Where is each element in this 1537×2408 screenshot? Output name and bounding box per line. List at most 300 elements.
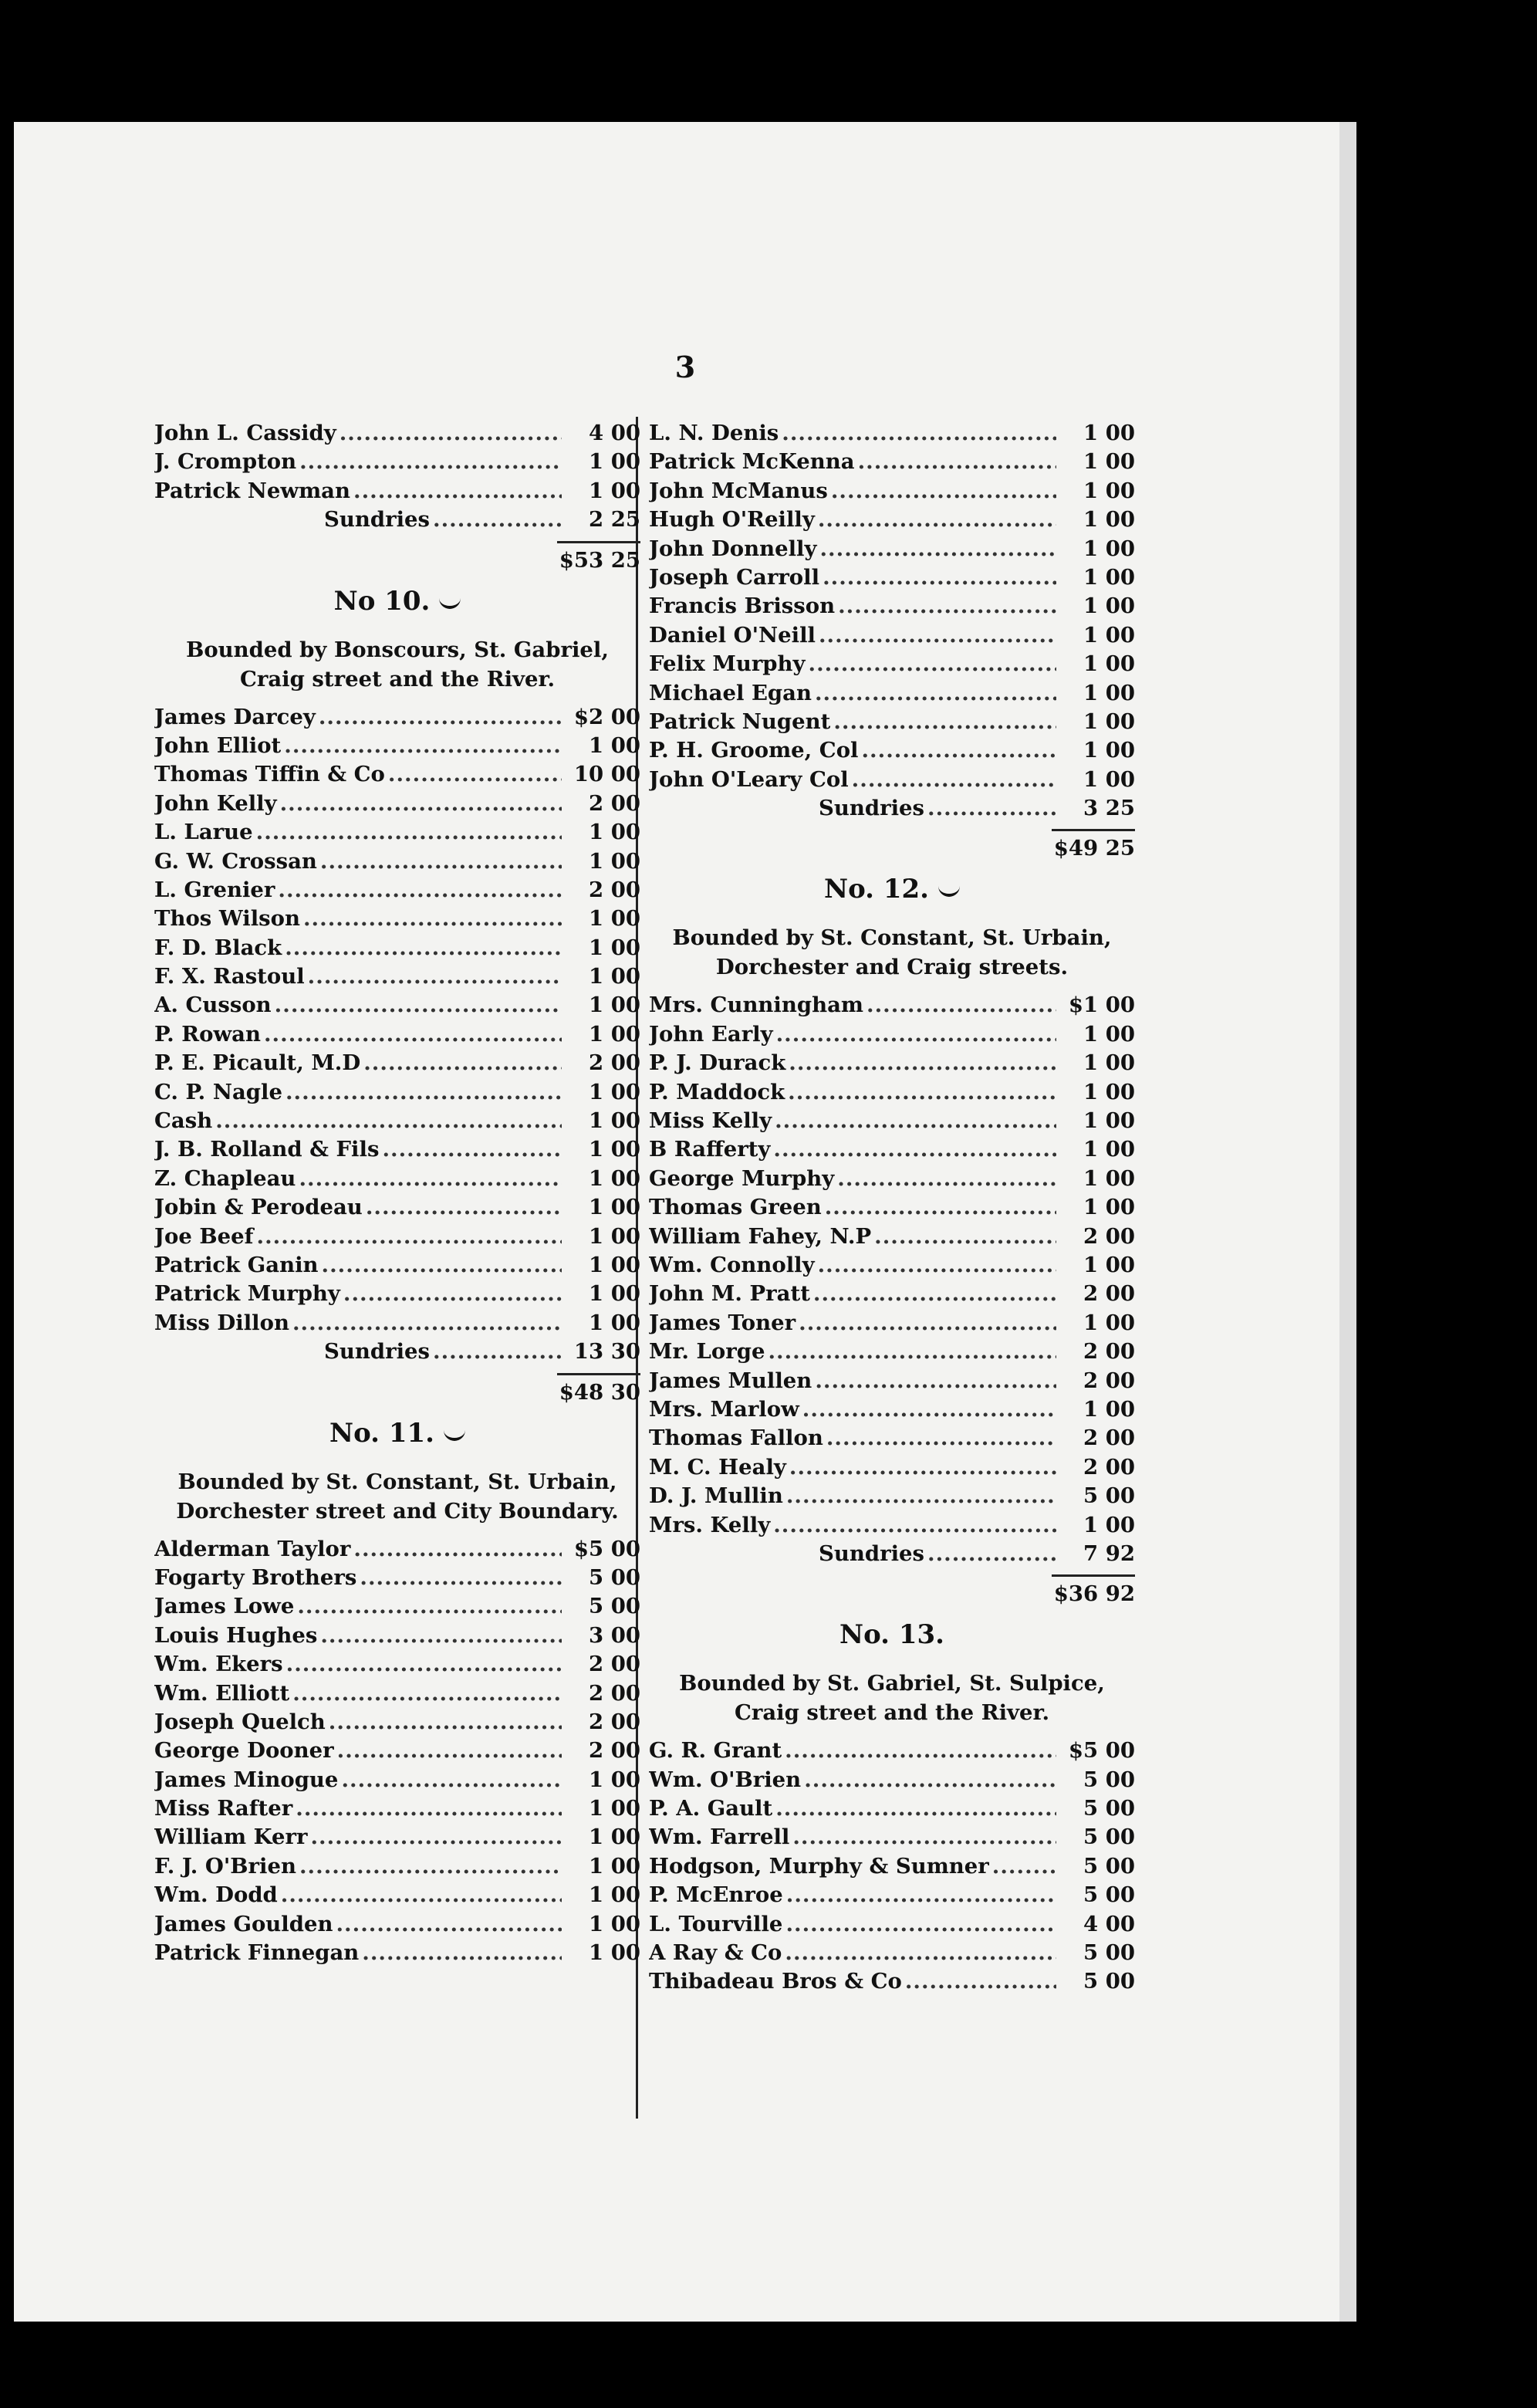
dot-leader [275, 991, 562, 1020]
entry-amount: 1 00 [589, 1021, 640, 1047]
entry-name: Fogarty Brothers [154, 1564, 357, 1590]
dot-leader [825, 1193, 1056, 1222]
entry-amount: 2 25 [589, 507, 640, 533]
right-carryover-list [649, 419, 1135, 823]
dot-leader [366, 1193, 562, 1222]
entry-amount: 5 00 [589, 1564, 640, 1590]
ledger-row [154, 876, 640, 905]
ledger-row [649, 1766, 1135, 1794]
entry-amount: 1 00 [589, 1911, 640, 1936]
ledger-row [649, 1453, 1135, 1482]
ledger-row [154, 1708, 640, 1737]
entry-amount: 1 00 [1083, 651, 1135, 677]
entry-amount: 3 25 [1083, 796, 1135, 821]
ledger-row [649, 736, 1135, 765]
entry-amount: 1 00 [589, 964, 640, 989]
dot-leader [278, 876, 562, 905]
entry-name: Patrick McKenna [649, 449, 855, 475]
ledger-row [649, 1107, 1135, 1135]
entry-name: Patrick Newman [154, 478, 350, 503]
entry-amount: 2 00 [1083, 1454, 1135, 1480]
entry-name: John M. Pratt [649, 1281, 810, 1307]
entry-name: William Fahey, N.P [649, 1223, 872, 1249]
entry-name: Louis Hughes [154, 1622, 318, 1648]
ledger-row [154, 1223, 640, 1251]
ledger-row [649, 1424, 1135, 1453]
entry-name: Daniel O'Neill [649, 622, 816, 648]
dot-leader [773, 1511, 1056, 1540]
dot-leader [286, 1650, 562, 1679]
entry-name: Patrick Nugent [649, 709, 831, 734]
dot-leader [819, 535, 1056, 563]
entry-name: Joe Beef [154, 1223, 254, 1249]
entry-amount: 1 00 [589, 848, 640, 874]
ledger-row [649, 1049, 1135, 1077]
dot-leader [786, 1881, 1056, 1909]
section-description-no-13: Bounded by St. Gabriel, St. Sulpice, Craig street and the River. [679, 1671, 1105, 1726]
entry-amount: 1 00 [1083, 1021, 1135, 1047]
entry-amount: $1 00 [1068, 993, 1135, 1018]
dot-leader [809, 650, 1056, 678]
section-description-no-11: Bounded by St. Constant, St. Urbain, Dorchester street and City Boundary. [176, 1469, 619, 1524]
ledger-row [154, 1794, 640, 1823]
dot-leader [789, 1049, 1056, 1077]
section-title-no-10: No 10. [154, 580, 640, 623]
entry-amount: 1 00 [1083, 766, 1135, 792]
entry-name: James Minogue [154, 1767, 339, 1792]
entry-name: Mrs. Cunningham [649, 993, 864, 1018]
dot-leader [815, 1367, 1056, 1395]
dot-leader [861, 736, 1056, 765]
ledger-row [154, 905, 640, 933]
ledger-row [649, 1280, 1135, 1308]
entry-name: A. Cusson [154, 993, 272, 1018]
ledger-row [154, 1078, 640, 1107]
entry-name: P. McEnroe [649, 1882, 783, 1908]
dot-leader [256, 818, 562, 847]
ledger-row [154, 1251, 640, 1280]
entry-amount: 2 00 [1083, 1281, 1135, 1307]
ledger-row [154, 1679, 640, 1708]
ledger-row [154, 732, 640, 760]
ledger-row [649, 679, 1135, 708]
entry-amount: 1 00 [589, 1252, 640, 1277]
entry-name: John L. Cassidy [154, 421, 336, 445]
ledger-row [649, 506, 1135, 534]
entry-amount: 4 00 [589, 421, 640, 445]
ledger-row [154, 1737, 640, 1765]
check-mark-icon [444, 1429, 465, 1441]
entry-amount: 1 00 [589, 1223, 640, 1249]
section-title-no-11: No. 11. [154, 1412, 640, 1455]
dot-leader [776, 1020, 1056, 1049]
dot-leader [804, 1766, 1056, 1794]
entry-name: James Goulden [154, 1911, 333, 1936]
entry-name: Joseph Carroll [649, 564, 820, 590]
entry-name: Francis Brisson [649, 594, 836, 619]
section-10-entries [154, 703, 640, 1338]
ledger-row [649, 563, 1135, 592]
ledger-row [649, 1367, 1135, 1395]
entry-name: Joseph Quelch [154, 1709, 326, 1734]
dot-leader [858, 448, 1056, 476]
dot-leader [310, 1823, 562, 1852]
sundries-row [154, 506, 640, 534]
entry-name: James Toner [649, 1310, 796, 1335]
ledger-row [154, 991, 640, 1020]
entry-amount: 1 00 [1083, 564, 1135, 590]
entry-name: L. Larue [154, 820, 253, 845]
dot-leader [823, 563, 1056, 592]
entry-name: Wm. Dodd [154, 1882, 278, 1908]
entry-name: Thos Wilson [154, 906, 300, 932]
ledger-row [649, 1852, 1135, 1881]
entry-name: P. A. Gault [649, 1796, 773, 1821]
entry-amount: 2 00 [589, 1738, 640, 1764]
section-description-no-12: Bounded by St. Constant, St. Urbain, Dorchester and Craig streets. [672, 925, 1112, 980]
entry-name: Wm. Connolly [649, 1252, 815, 1277]
ledger-row [649, 708, 1135, 736]
ledger-row [649, 766, 1135, 794]
ledger-row [649, 1020, 1135, 1049]
entry-name: George Murphy [649, 1165, 835, 1191]
dot-leader [296, 1794, 562, 1823]
entry-name: Jobin & Perodeau [154, 1195, 363, 1220]
sundries-row: Sundries ..... 13 30 [154, 1338, 640, 1366]
entry-name: P. J. Durack [649, 1050, 786, 1076]
entry-amount: 1 00 [589, 1796, 640, 1821]
entry-amount: 1 00 [1083, 1165, 1135, 1191]
entry-name: J. B. Rolland & Fils [154, 1137, 380, 1162]
dot-leader [215, 1107, 562, 1135]
ledger-row [649, 1910, 1135, 1939]
dot-leader [833, 708, 1056, 736]
entry-name: James Darcey [154, 704, 316, 729]
entry-name: John McManus [649, 478, 828, 503]
ledger-row [154, 1049, 640, 1077]
entry-name: L. N. Denis [649, 421, 779, 445]
ledger-row [154, 760, 640, 789]
left-column [154, 419, 640, 1967]
entry-amount: 2 00 [1083, 1368, 1135, 1393]
ledger-row [154, 1280, 640, 1308]
entry-name: Thibadeau Bros & Co [649, 1969, 902, 1994]
dot-leader [353, 1535, 562, 1564]
ledger-row [154, 419, 640, 448]
entry-name: J. Crompton [154, 449, 297, 475]
entry-amount: 2 00 [589, 1709, 640, 1734]
section-11-entries [154, 1535, 640, 1968]
ledger-row [154, 477, 640, 506]
dot-leader [362, 1939, 562, 1967]
ledger-row [649, 448, 1135, 476]
entry-name: Thomas Green [649, 1195, 822, 1220]
entry-amount: 5 00 [589, 1594, 640, 1619]
entry-name: James Lowe [154, 1594, 295, 1619]
ledger-row [649, 1939, 1135, 1967]
ledger-row [649, 1223, 1135, 1251]
entry-amount: 5 00 [1083, 1940, 1135, 1966]
section-13-entries [649, 1737, 1135, 1997]
dot-leader [818, 506, 1056, 534]
entry-amount: 1 00 [1083, 1195, 1135, 1220]
entry-name: Michael Egan [649, 680, 812, 705]
ledger-row [649, 1881, 1135, 1909]
entry-name: B Rafferty [649, 1137, 771, 1162]
ledger-row [649, 650, 1135, 678]
right-column [649, 419, 1135, 1997]
dot-leader [329, 1708, 562, 1737]
entry-amount: 1 00 [1083, 680, 1135, 705]
entry-name: Wm. Elliott [154, 1680, 290, 1706]
dot-leader [257, 1223, 562, 1251]
dot-leader [786, 1482, 1056, 1510]
ledger-row [649, 1482, 1135, 1510]
dot-leader [363, 1049, 562, 1077]
dot-leader [992, 1852, 1056, 1881]
entry-amount: 5 00 [1083, 1882, 1135, 1908]
entry-amount: 1 00 [1083, 536, 1135, 561]
entry-name: Sundries [819, 796, 924, 821]
dot-leader [388, 760, 562, 789]
dot-leader [360, 1564, 562, 1592]
entry-name: F. J. O'Brien [154, 1853, 296, 1879]
ledger-row [154, 1592, 640, 1621]
check-mark-icon [938, 884, 960, 897]
entry-amount: 1 00 [589, 1079, 640, 1104]
dot-leader [353, 477, 562, 506]
entry-name: John Kelly [154, 790, 277, 816]
entry-amount: 1 00 [1083, 594, 1135, 619]
ledger-row [154, 1650, 640, 1679]
entry-name: John O'Leary Col [649, 766, 849, 792]
entry-amount: 5 00 [1083, 1796, 1135, 1821]
ledger-row [649, 1135, 1135, 1164]
ledger-row [649, 477, 1135, 506]
check-mark-icon [439, 597, 461, 609]
entry-amount: 3 00 [589, 1622, 640, 1648]
entry-amount: 5 00 [1083, 1825, 1135, 1850]
entry-amount: 1 00 [589, 1940, 640, 1966]
entry-amount: 1 00 [1083, 507, 1135, 533]
sundries-row [649, 794, 1135, 823]
ledger-row [649, 991, 1135, 1020]
dot-leader [285, 934, 562, 962]
ledger-row [154, 1020, 640, 1049]
entry-amount: $5 00 [573, 1536, 640, 1561]
entry-amount: 2 00 [1083, 1223, 1135, 1249]
entry-amount: 1 00 [589, 906, 640, 932]
entry-name: L. Tourville [649, 1911, 783, 1936]
dot-leader [341, 1766, 562, 1794]
dot-leader [874, 1223, 1056, 1251]
entry-name: Mr. Lorge [649, 1339, 765, 1365]
section-10-total: $48 30 [559, 1379, 640, 1405]
dot-leader [299, 448, 562, 476]
dot-leader [789, 1453, 1056, 1482]
entry-amount: 5 00 [1083, 1483, 1135, 1509]
ledger-row [154, 1165, 640, 1193]
section-title-no-12: No. 12. [649, 867, 1135, 911]
dot-leader [336, 1910, 562, 1939]
dot-leader [819, 621, 1056, 650]
dot-leader [299, 1852, 562, 1881]
entry-amount: 1 00 [1083, 1137, 1135, 1162]
entry-name: P. E. Picault, M.D [154, 1050, 361, 1076]
dot-leader [866, 991, 1056, 1020]
dot-leader [788, 1078, 1056, 1107]
entry-name: William Kerr [154, 1825, 308, 1850]
ledger-row [649, 1967, 1135, 1996]
section-description-no-10: Bounded by Bonscours, St. Gabriel, Craig street and the River. [186, 637, 609, 692]
entry-name: Sundries [324, 507, 430, 533]
dot-leader [337, 1737, 562, 1765]
page-number: 3 [674, 350, 696, 384]
ledger-row [649, 1251, 1135, 1280]
dot-leader [292, 1309, 562, 1338]
entry-name: John Donnelly [649, 536, 817, 561]
entry-amount: 1 00 [589, 820, 640, 845]
entry-amount: 1 00 [1083, 421, 1135, 445]
ledger-row [154, 1852, 640, 1881]
entry-name: Miss Rafter [154, 1796, 293, 1821]
entry-amount: 1 00 [1083, 1050, 1135, 1076]
ledger-row [154, 934, 640, 962]
ledger-row [154, 1309, 640, 1338]
dot-leader [319, 703, 562, 732]
entry-amount: 1 00 [589, 1195, 640, 1220]
entry-amount: 1 00 [589, 1767, 640, 1792]
total-rule [557, 541, 640, 543]
section-title-no-13: No. 13. [839, 1619, 944, 1651]
ledger-row [154, 703, 640, 732]
ledger-row [649, 419, 1135, 448]
ledger-row [649, 1395, 1135, 1424]
entry-name: F. D. Black [154, 935, 282, 960]
left-carryover-total: $53 25 [559, 547, 640, 573]
dot-leader [785, 1910, 1056, 1939]
entry-name: F. X. Rastoul [154, 964, 305, 989]
ledger-row [154, 1107, 640, 1135]
dot-leader [320, 847, 562, 876]
right-carryover-total: $49 25 [1053, 836, 1135, 861]
ledger-row [154, 818, 640, 847]
ledger-row [154, 1564, 640, 1592]
entry-name: Mrs. Kelly [649, 1512, 771, 1537]
dot-leader [320, 1622, 562, 1650]
ledger-row [154, 790, 640, 818]
entry-name: Patrick Ganin [154, 1252, 319, 1277]
dot-leader [433, 506, 562, 534]
entry-name: P. Rowan [154, 1021, 261, 1047]
ledger-row [154, 1135, 640, 1164]
document-page [14, 122, 1356, 2322]
entry-amount: 2 00 [589, 1680, 640, 1706]
dot-leader [284, 732, 562, 760]
dot-leader [785, 1737, 1056, 1765]
dot-leader [852, 766, 1056, 794]
dot-leader [826, 1424, 1056, 1453]
entry-name: G. W. Crossan [154, 848, 317, 874]
entry-name: Z. Chapleau [154, 1165, 296, 1191]
entry-amount: 1 00 [589, 993, 640, 1018]
entry-name: P. Maddock [649, 1079, 785, 1104]
entry-name: John Early [649, 1021, 773, 1047]
ledger-row [154, 1910, 640, 1939]
entry-amount: 2 00 [589, 877, 640, 902]
dot-leader [280, 790, 562, 818]
entry-amount: 1 00 [1083, 1512, 1135, 1537]
entry-name: Patrick Finnegan [154, 1940, 360, 1966]
section-12-total: $36 92 [1053, 1581, 1135, 1607]
dot-leader [382, 1135, 562, 1164]
entry-name: Hugh O'Reilly [649, 507, 815, 533]
entry-amount: 1 00 [589, 449, 640, 475]
dot-leader [927, 794, 1056, 823]
dot-leader [792, 1823, 1056, 1852]
entry-amount: 2 00 [1083, 1339, 1135, 1365]
entry-amount: 1 00 [1083, 478, 1135, 503]
entry-name: George Dooner [154, 1738, 334, 1764]
ledger-row [154, 1823, 640, 1852]
dot-leader [339, 419, 562, 448]
ledger-row [154, 1193, 640, 1222]
ledger-row [154, 962, 640, 991]
entry-amount: 1 00 [1083, 1252, 1135, 1277]
entry-amount: 1 00 [589, 1825, 640, 1850]
entry-name: Felix Murphy [649, 651, 806, 677]
entry-name: C. P. Nagle [154, 1079, 282, 1104]
dot-leader [813, 1280, 1056, 1308]
entry-name: L. Grenier [154, 877, 275, 902]
entry-name: M. C. Healy [649, 1454, 786, 1480]
ledger-row [649, 1193, 1135, 1222]
entry-name: Thomas Fallon [649, 1426, 823, 1451]
entry-amount: 5 00 [1083, 1853, 1135, 1879]
total-rule [557, 1373, 640, 1375]
dot-leader [292, 1679, 562, 1708]
left-carryover-list [154, 419, 640, 535]
entry-name: Miss Dillon [154, 1310, 289, 1335]
dot-leader [303, 905, 562, 933]
dot-leader [322, 1251, 562, 1280]
dot-leader [782, 419, 1056, 448]
entry-amount: 1 00 [589, 732, 640, 758]
dot-leader [802, 1395, 1056, 1424]
dot-leader [837, 1165, 1056, 1193]
entry-amount: 2 00 [1083, 1426, 1135, 1451]
total-rule [1052, 1574, 1135, 1577]
entry-amount: 1 00 [589, 1853, 640, 1879]
entry-name: A Ray & Co [649, 1940, 782, 1966]
entry-name: James Mullen [649, 1368, 812, 1393]
dot-leader [773, 1135, 1056, 1164]
entry-name: Patrick Murphy [154, 1281, 340, 1307]
dot-leader [905, 1967, 1056, 1996]
entry-name: Cash [154, 1108, 213, 1134]
ledger-row [649, 1165, 1135, 1193]
entry-amount: 1 00 [589, 1108, 640, 1134]
dot-leader [281, 1881, 562, 1909]
entry-amount: 1 00 [1083, 1396, 1135, 1422]
entry-amount: 1 00 [589, 1281, 640, 1307]
entry-amount: 5 00 [1083, 1969, 1135, 1994]
entry-amount: 1 00 [1083, 1108, 1135, 1134]
dot-leader [299, 1165, 562, 1193]
entry-name: P. H. Groome, Col [649, 738, 859, 763]
ledger-row [649, 1078, 1135, 1107]
dot-leader [264, 1020, 562, 1049]
